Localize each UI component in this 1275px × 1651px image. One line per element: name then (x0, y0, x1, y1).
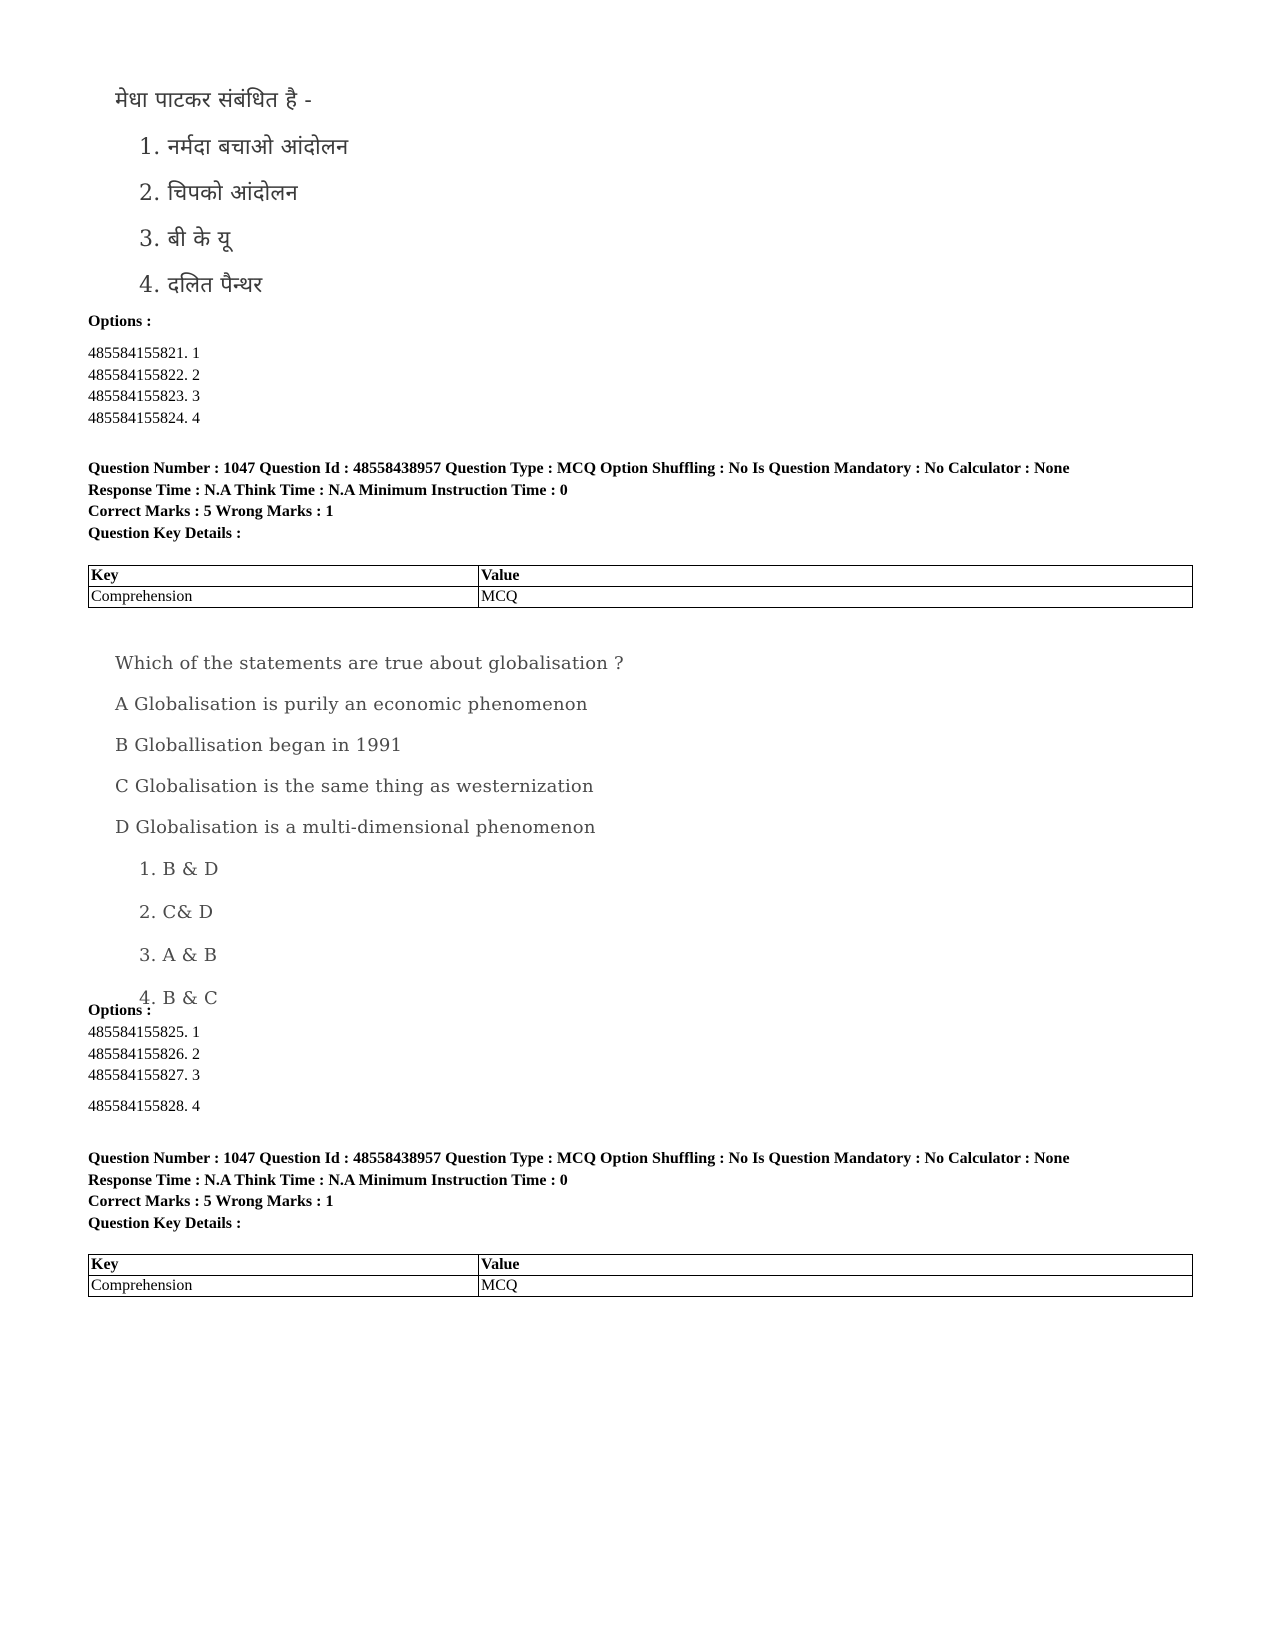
options-list (88, 1022, 200, 1117)
question-1-choice: 4. दलित पैन्थर (139, 273, 263, 298)
question-meta (88, 458, 1070, 544)
option-item: 485584155827. 3 (88, 1067, 200, 1084)
question-key-details-label: Question Key Details : (88, 1214, 242, 1232)
question-1-choice: 1. नर्मदा बचाओ आंदोलन (139, 135, 349, 160)
table-cell-value: MCQ (479, 1276, 1193, 1297)
table-header-value: Value (479, 1255, 1193, 1276)
table-header-value: Value (479, 566, 1193, 587)
question-2-choice: 4. B & C (139, 988, 218, 1009)
table-cell-key: Comprehension (89, 587, 479, 608)
question-1-stem: मेधा पाटकर संबंधित है - (115, 88, 313, 113)
table-header-row (89, 1255, 1193, 1276)
question-2-stem: Which of the statements are true about globalisation ? (115, 653, 624, 674)
option-item: 485584155823. 3 (88, 388, 200, 405)
question-meta-line: Question Number : 1047 Question Id : 48558438957 Question Type : MCQ Option Shuffling : No Is Question Mandatory : No Calculator : None (88, 460, 1070, 477)
option-item: 485584155824. 4 (88, 409, 200, 427)
table-header-row (89, 566, 1193, 587)
question-meta-line: Question Number : 1047 Question Id : 48558438957 Question Type : MCQ Option Shuffling : No Is Question Mandatory : No Calculator : None (88, 1150, 1070, 1167)
option-item: 485584155828. 4 (88, 1097, 200, 1115)
option-item: 485584155821. 1 (88, 345, 200, 362)
table-header-key: Key (89, 1255, 479, 1276)
question-1-choice: 3. बी के यू (139, 227, 231, 252)
options-list (88, 343, 200, 429)
table-header-key: Key (89, 566, 479, 587)
question-meta-line: Response Time : N.A Think Time : N.A Minimum Instruction Time : 0 (88, 481, 568, 499)
question-meta-line: Correct Marks : 5 Wrong Marks : 1 (88, 1193, 334, 1210)
table-cell-key: Comprehension (89, 1276, 479, 1297)
table-cell-value: MCQ (479, 587, 1193, 608)
question-meta-line: Response Time : N.A Think Time : N.A Minimum Instruction Time : 0 (88, 1171, 568, 1189)
question-meta (88, 1148, 1070, 1234)
question-meta-line: Correct Marks : 5 Wrong Marks : 1 (88, 503, 334, 520)
table-row (89, 1276, 1193, 1297)
options-label: Options : (88, 1002, 152, 1019)
question-2-statement: A Globalisation is purily an economic phenomenon (115, 694, 588, 715)
question-key-table (88, 565, 1193, 608)
question-1-choice: 2. चिपको आंदोलन (139, 181, 298, 206)
option-item: 485584155825. 1 (88, 1024, 200, 1041)
question-2-statement: D Globalisation is a multi-dimensional phenomenon (115, 817, 596, 838)
question-2-statement: B Globallisation began in 1991 (115, 735, 403, 756)
question-2-choice: 1. B & D (139, 859, 219, 880)
option-item: 485584155822. 2 (88, 366, 200, 384)
options-label: Options : (88, 313, 152, 330)
table-row (89, 587, 1193, 608)
option-item: 485584155826. 2 (88, 1045, 200, 1063)
question-key-table (88, 1254, 1193, 1297)
question-2-choice: 3. A & B (139, 945, 218, 966)
question-2-choice: 2. C& D (139, 902, 214, 923)
question-key-details-label: Question Key Details : (88, 524, 242, 542)
question-2-statement: C Globalisation is the same thing as westernization (115, 776, 594, 797)
